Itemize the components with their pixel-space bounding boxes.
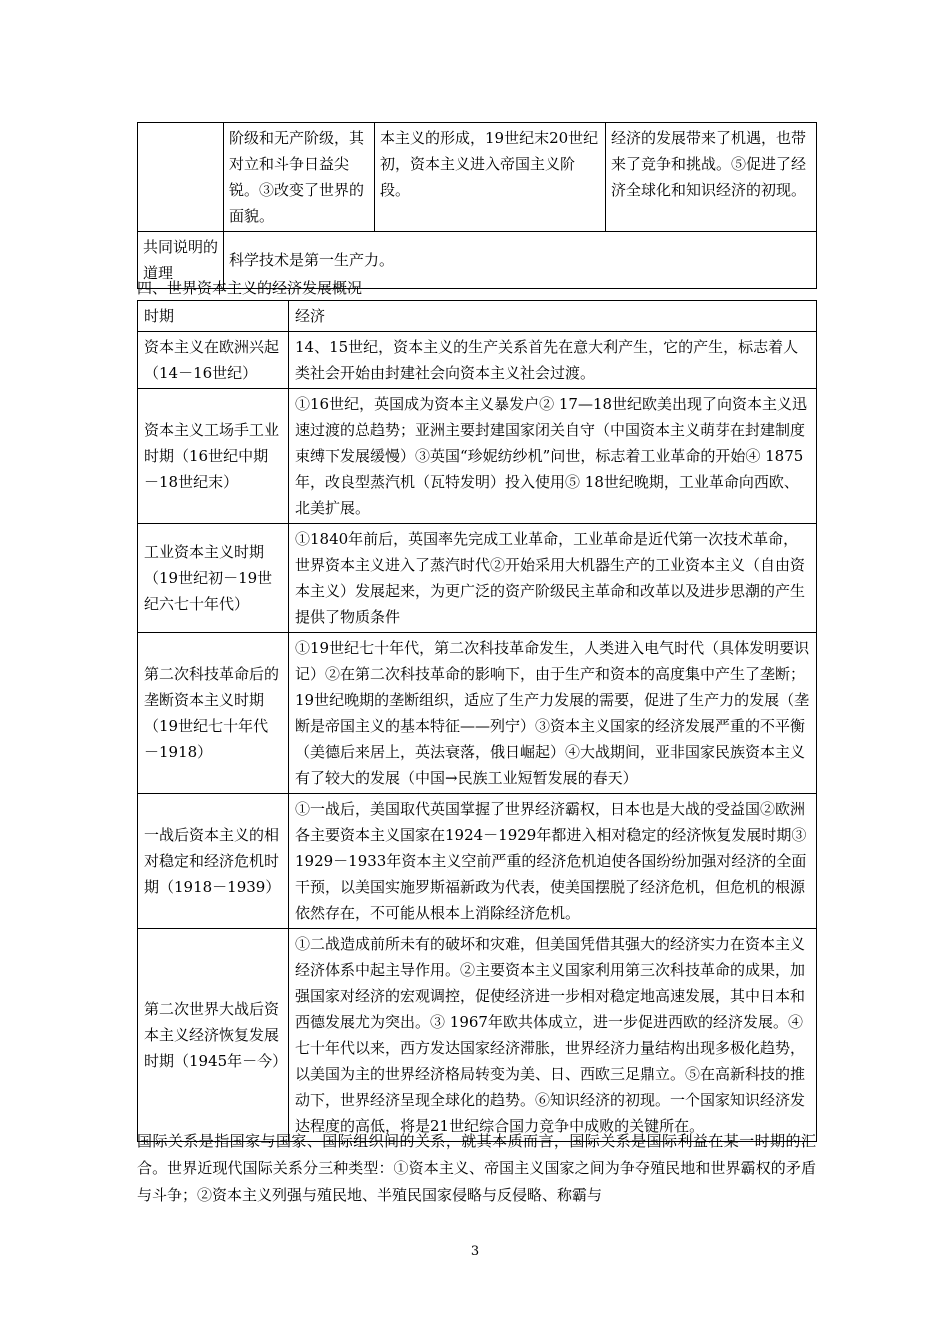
table-row bbox=[138, 123, 817, 232]
continuation-table bbox=[137, 122, 817, 289]
table-row bbox=[138, 524, 817, 633]
period-cell: 第二次世界大战后资本主义经济恢复发展时期（1945年－今） bbox=[138, 929, 289, 1142]
table-row bbox=[138, 929, 817, 1142]
table-cell: 阶级和无产阶级，其对立和斗争日益尖锐。③改变了世界的面貌。 bbox=[224, 123, 375, 232]
table-row bbox=[138, 332, 817, 389]
period-cell: 资本主义工场手工业时期（16世纪中期－18世纪末） bbox=[138, 389, 289, 524]
table-row bbox=[138, 794, 817, 929]
economy-cell: 14、15世纪，资本主义的生产关系首先在意大利产生，它的产生，标志着人类社会开始由封建社会向资本主义社会过渡。 bbox=[289, 332, 817, 389]
page-number: 3 bbox=[470, 1244, 480, 1259]
economy-cell: ①一战后，美国取代英国掌握了世界经济霸权，日本也是大战的受益国②欧洲各主要资本主义国家在1924－1929年都进入相对稳定的经济恢复发展时期③ 1929－1933年资本主义空前严重的经济危机迫使各国纷纷加强对经济的全面干预，以美国实施罗斯福新政为代表，使美国摆脱了经济危机，但危机的根源依然存在，不可能从根本上消除经济危机。 bbox=[289, 794, 817, 929]
economy-cell: ①1840年前后，英国率先完成工业革命，工业革命是近代第一次技术革命，世界资本主义进入了蒸汽时代②开始采用大机器生产的工业资本主义（自由资本主义）发展起来，为更广泛的资产阶级民主革命和改革以及进步思潮的产生提供了物质条件 bbox=[289, 524, 817, 633]
table-cell-empty bbox=[138, 123, 224, 232]
common-principle-value: 科学技术是第一生产力。 bbox=[224, 232, 817, 289]
period-cell: 一战后资本主义的相对稳定和经济危机时期（1918－1939） bbox=[138, 794, 289, 929]
period-cell: 资本主义在欧洲兴起（14－16世纪） bbox=[138, 332, 289, 389]
table-cell: 本主义的形成，19世纪末20世纪初，资本主义进入帝国主义阶段。 bbox=[375, 123, 606, 232]
period-cell: 第二次科技革命后的垄断资本主义时期（19世纪七十年代－1918） bbox=[138, 633, 289, 794]
period-cell: 工业资本主义时期（19世纪初－19世纪六七十年代） bbox=[138, 524, 289, 633]
table-row bbox=[138, 633, 817, 794]
common-principle-label: 共同说明的道理 bbox=[138, 232, 224, 289]
table-header-row bbox=[138, 301, 817, 332]
table-cell: 经济的发展带来了机遇，也带来了竞争和挑战。⑤促进了经济全球化和知识经济的初现。 bbox=[606, 123, 817, 232]
economy-cell: ①二战造成前所未有的破坏和灾难，但美国凭借其强大的经济实力在资本主义经济体系中起主导作用。②主要资本主义国家利用第三次科技革命的成果，加强国家对经济的宏观调控，促使经济进一步相对稳定地高速发展，其中日本和西德发展尤为突出。③ 1967年欧共体成立，进一步促进西欧的经济发展。④七十年代以来，西方发达国家经济滞胀，世界经济力量结构出现多极化趋势，以美国为主的世界经济格局转变为美、日、西欧三足鼎立。⑤在高新科技的推动下，世界经济呈现全球化的趋势。⑥知识经济的初现。一个国家知识经济发达程度的高低，将是21世纪综合国力竞争中成败的关键所在。 bbox=[289, 929, 817, 1142]
table-row bbox=[138, 389, 817, 524]
column-header-economy: 经济 bbox=[289, 301, 817, 332]
section-heading: 四、世界资本主义的经济发展概况 bbox=[137, 279, 363, 297]
international-relations-paragraph: 国际关系是指国家与国家、国际组织间的关系，就其本质而言，国际关系是国际利益在某一时期的汇合。世界近现代国际关系分三种类型：①资本主义、帝国主义国家之间为争夺殖民地和世界霸权的矛盾与斗争；②资本主义列强与殖民地、半殖民国家侵略与反侵略、称霸与 bbox=[137, 1132, 816, 1204]
economy-cell: ①19世纪七十年代，第二次科技革命发生，人类进入电气时代（具体发明要识记）②在第二次科技革命的影响下，由于生产和资本的高度集中产生了垄断；19世纪晚期的垄断组织，适应了生产力发展的需要，促进了生产力的发展（垄断是帝国主义的基本特征——列宁）③资本主义国家的经济发展严重的不平衡（美德后来居上，英法衰落，俄日崛起）④大战期间，亚非国家民族资本主义有了较大的发展（中国→民族工业短暂发展的春天） bbox=[289, 633, 817, 794]
economic-development-table bbox=[137, 300, 817, 1142]
column-header-period: 时期 bbox=[138, 301, 289, 332]
economy-cell: ①16世纪，英国成为资本主义暴发户② 17—18世纪欧美出现了向资本主义迅速过渡的总趋势；亚洲主要封建国家闭关自守（中国资本主义萌芽在封建制度束缚下发展缓慢）③英国“珍妮纺纱机”问世，标志着工业革命的开始④ 1875年，改良型蒸汽机（瓦特发明）投入使用⑤ 18世纪晚期，工业革命向西欧、北美扩展。 bbox=[289, 389, 817, 524]
